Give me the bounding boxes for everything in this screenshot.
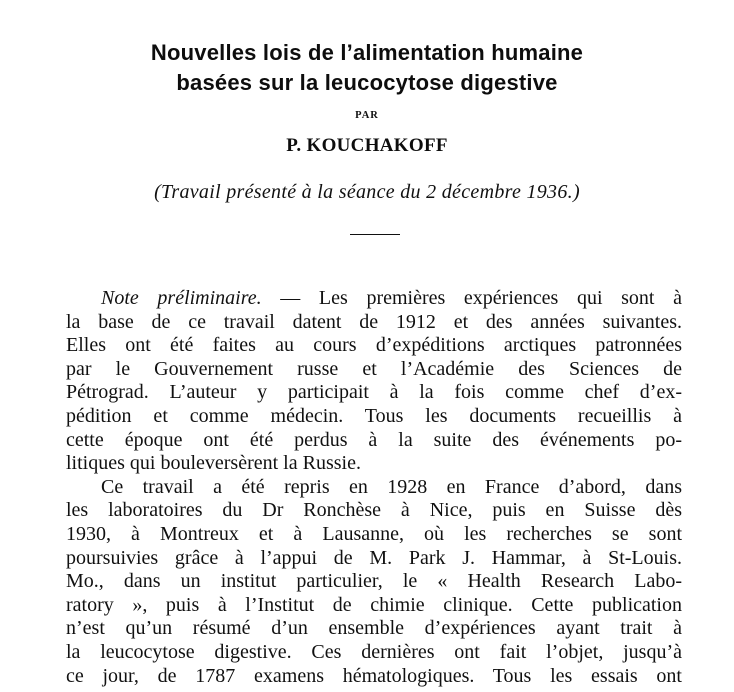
paragraph-2 xyxy=(66,476,682,688)
text-line: poursuivies grâce à l’appui de M. Park J. Hammar, à St-Louis. xyxy=(66,546,682,569)
text-line: la leucocytose digestive. Ces dernières ont fait l’objet, jusqu’à xyxy=(66,640,682,663)
article-title-line-2: basées sur la leucocytose digestive xyxy=(176,70,558,95)
text-line: pédition et comme médecin. Tous les documents recueillis à xyxy=(66,404,682,427)
text-line: Elles ont été faites au cours d’expéditions arctiques patronnées xyxy=(66,334,682,357)
separator-rule xyxy=(350,234,400,235)
text-line: les laboratoires du Dr Ronchèse à Nice, puis en Suisse dès xyxy=(66,499,682,522)
text-line: par le Gouvernement russe et l’Académie des Sciences de xyxy=(66,357,682,380)
text-line: la base de ce travail datent de 1912 et des années suivantes. xyxy=(66,310,682,333)
by-label: PAR xyxy=(355,110,379,121)
text-line: ratory », puis à l’Institut de chimie clinique. Cette publication xyxy=(66,593,682,616)
text-line: Mo., dans un institut particulier, le « Health Research Labo- xyxy=(66,570,682,593)
article-body xyxy=(66,287,682,688)
text-line: Ce travail a été repris en 1928 en France d’abord, dans xyxy=(101,475,682,498)
text-line: n’est qu’un résumé d’un ensemble d’expériences ayant trait à xyxy=(66,617,682,640)
text-line: cette époque ont été perdus à la suite des événements po- xyxy=(66,428,682,451)
article-title-line-1: Nouvelles lois de l’alimentation humaine xyxy=(150,40,584,65)
paragraph-1 xyxy=(66,287,682,476)
text-line: ce jour, de 1787 examens hématologiques. Tous les essais ont xyxy=(66,664,682,687)
text-line: 1930, à Montreux et à Lausanne, où les recherches se sont xyxy=(66,522,682,545)
text-line: litiques qui bouleversèrent la Russie. xyxy=(66,452,361,475)
note-heading: Note préliminaire. xyxy=(101,287,262,309)
text-line: Note préliminaire. — Les premières expériences qui sont à xyxy=(101,287,682,309)
text-line: Pétrograd. L’auteur y participait à la fois comme chef d’ex- xyxy=(66,381,682,404)
presentation-note: (Travail présenté à la séance du 2 décembre 1936.) xyxy=(154,181,580,203)
author-name: P. KOUCHAKOFF xyxy=(286,135,448,156)
